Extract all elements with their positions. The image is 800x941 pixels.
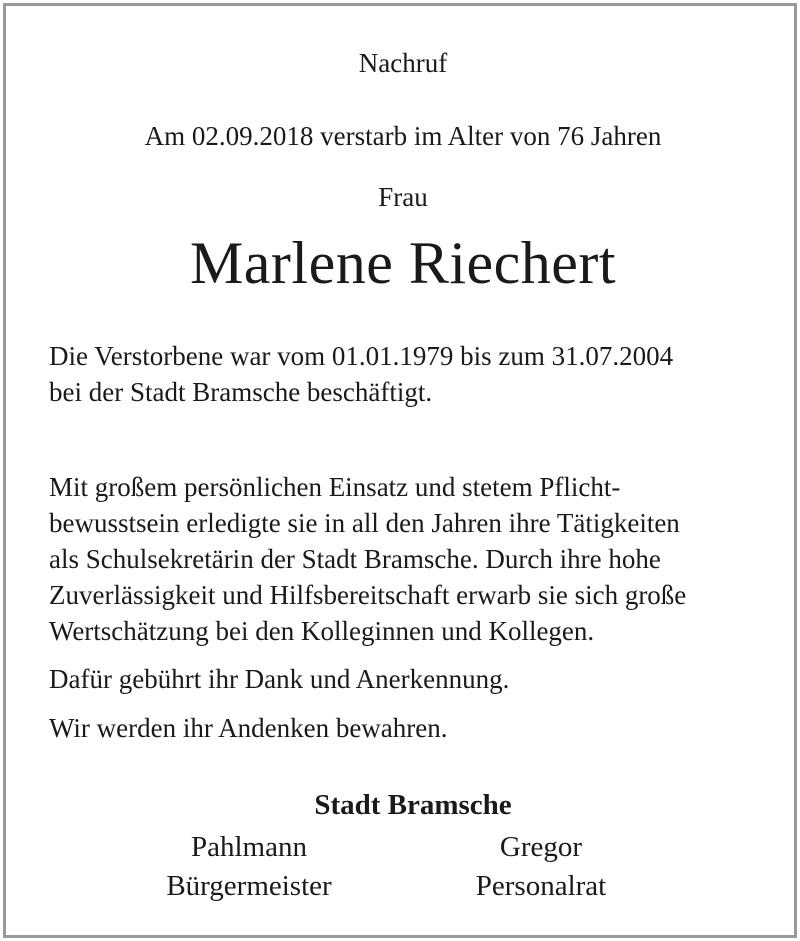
salutation: Frau (378, 182, 428, 212)
signatory-title-left: Bürgermeister (166, 870, 332, 902)
remembrance-line: Wir werden ihr Andenken bewahren. (49, 713, 448, 743)
obituary-notice (3, 3, 797, 938)
organization-name: Stadt Bramsche (314, 789, 512, 821)
employment-paragraph: Die Verstorbene war vom 01.01.1979 bis zum 31.07.2004 bei der Stadt Bramsche beschäftigt. (49, 341, 674, 407)
signatory-name-left: Pahlmann (191, 831, 307, 863)
thanks-line: Dafür gebührt ihr Dank und Anerkennung. (49, 664, 510, 694)
deceased-name: Marlene Riechert (189, 230, 617, 296)
signatory-title-right: Personalrat (475, 870, 607, 902)
death-announcement: Am 02.09.2018 verstarb im Alter von 76 Jahren (144, 121, 662, 151)
tribute-paragraph: Mit großem persönlichen Einsatz und stetem Pflicht- bewusstsein erledigte sie in all den Jahren ihre Tätigkeiten als Schulsekretärin der Stadt Bramsche. Durch ihre hohe Zuverlässigkeit und Hilfsbereitschaft erwarb sie sich große Wertschätzung bei den Kolleginnen und Kollegen. (49, 472, 687, 646)
notice-heading: Nachruf (358, 48, 448, 78)
signatory-name-right: Gregor (499, 831, 583, 863)
